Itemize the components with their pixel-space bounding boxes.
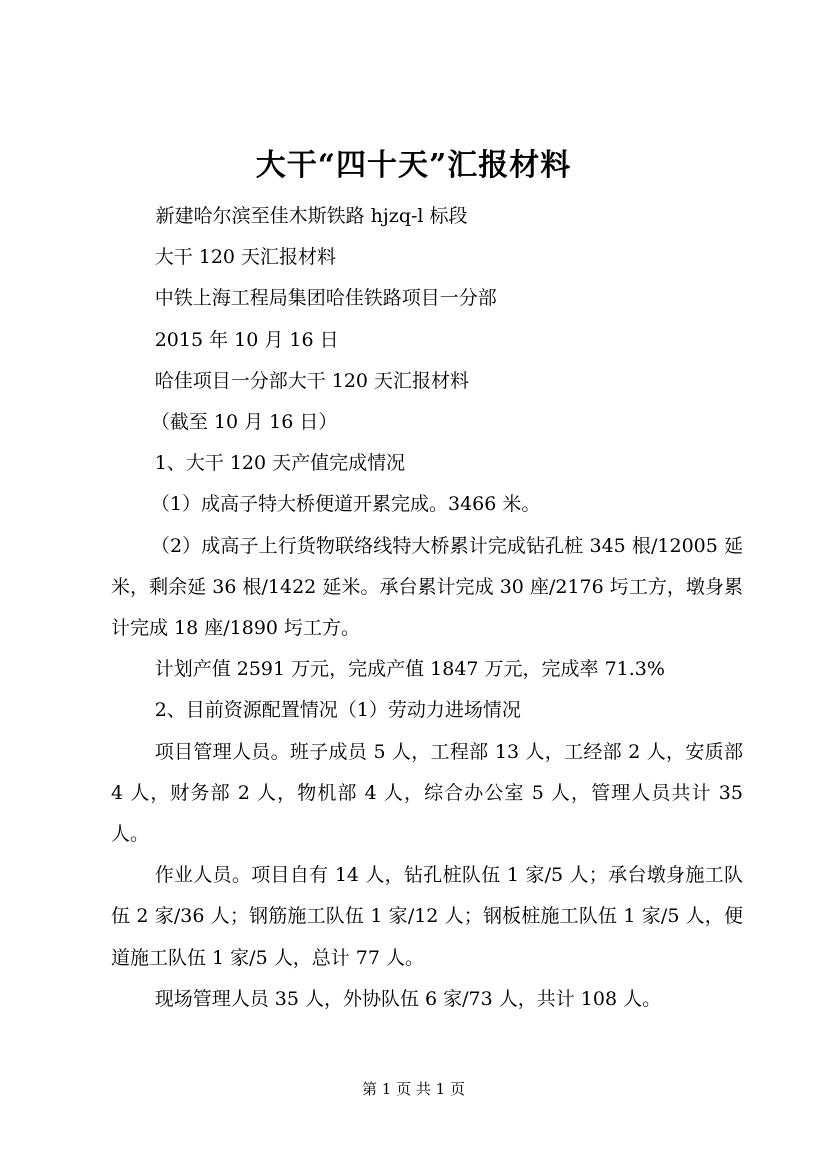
paragraph-bridge-progress: （2）成高子上行货物联络线特大桥累计完成钻孔桩 345 根/12005 延米，剩余延 36 根/1422 延米。承台累计完成 30 座/2176 圬工方，墩身累计完成 18 座/1890 圬工方。: [111, 534, 743, 640]
paragraph-report-heading: 哈佳项目一分部大干 120 天汇报材料: [154, 369, 470, 392]
paragraph-cutoff-date: （截至 10 月 16 日）: [150, 411, 338, 434]
section-heading-resources: 2、目前资源配置情况（1）劳动力进场情况: [154, 699, 521, 722]
page-footer: 第 1 页 共 1 页: [362, 1080, 465, 1098]
section-heading-output: 1、大干 120 天产值完成情况: [154, 452, 406, 475]
paragraph-date: 2015 年 10 月 16 日: [154, 328, 339, 351]
paragraph-work-crews: 作业人员。项目自有 14 人，钻孔桩队伍 1 家/5 人；承台墩身施工队伍 2 家/36 人；钢筋施工队伍 1 家/12 人；钢板桩施工队伍 1 家/5 人，便道施工队伍 1 家/5 人，总计 77 人。: [111, 864, 743, 969]
paragraph-access-road: （1）成高子特大桥便道开累完成。3466 米。: [150, 493, 541, 516]
paragraph-project-name: 新建哈尔滨至佳木斯铁路 hjzq-l 标段: [155, 205, 468, 227]
paragraph-organization: 中铁上海工程局集团哈佳铁路项目一分部: [154, 287, 497, 310]
paragraph-management-staff: 项目管理人员。班子成员 5 人，工程部 13 人，工经部 2 人，安质部 4 人，财务部 2 人，物机部 4 人，综合办公室 5 人，管理人员共计 35 人。: [111, 740, 743, 846]
paragraph-personnel-total: 现场管理人员 35 人，外协队伍 6 家/73 人，共计 108 人。: [154, 987, 662, 1010]
paragraph-report-subtitle: 大干 120 天汇报材料: [154, 246, 337, 269]
document-body: [111, 196, 743, 1020]
document-title: 大干“四十天”汇报材料: [255, 148, 572, 183]
paragraph-output-value: 计划产值 2591 万元，完成产值 1847 万元，完成率 71.3%: [154, 658, 665, 681]
